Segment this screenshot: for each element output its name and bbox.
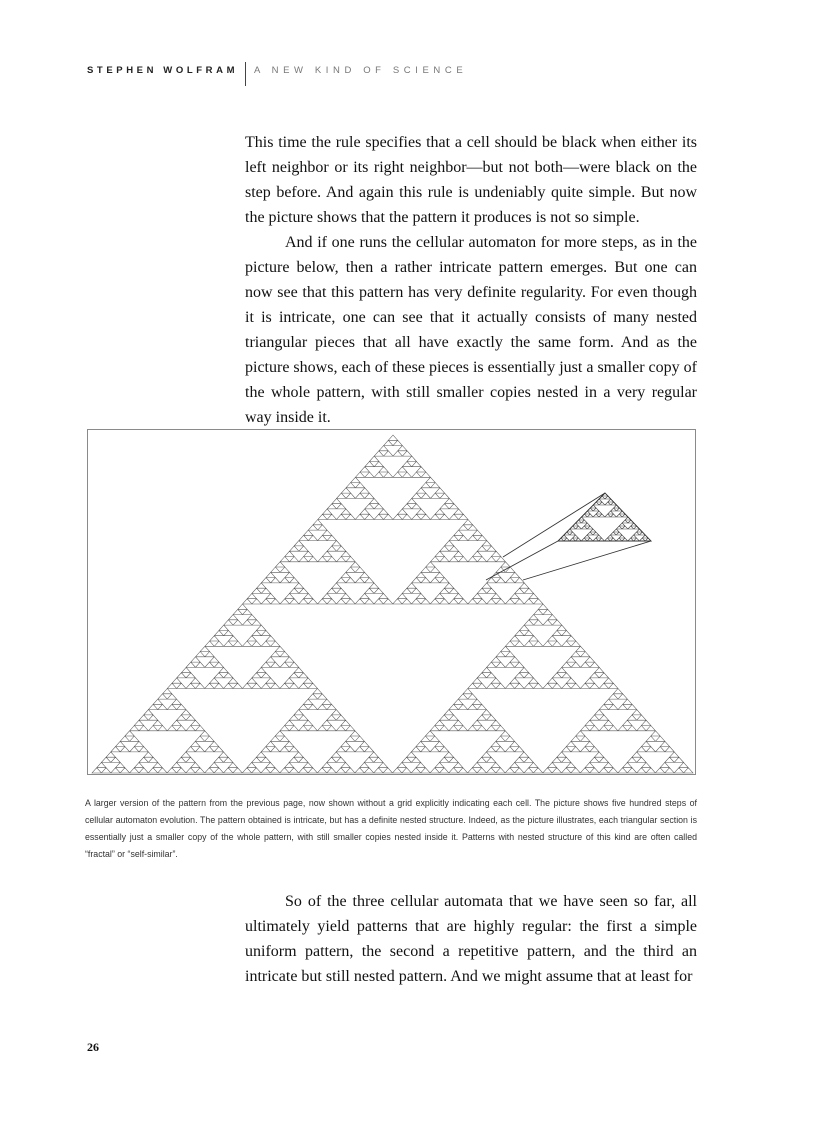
paragraph-3: So of the three cellular automata that we have seen so far, all ultimately yield patterns that are highly regular: the first a simple uniform pattern, the second a repetitive pattern, and the third an intricate but still nested pattern. And we might assume that at least for [245, 893, 697, 985]
sierpinski-inset-triangle [558, 493, 651, 541]
header-author: STEPHEN WOLFRAM [87, 65, 239, 76]
zoom-connector-line-3 [523, 541, 651, 580]
sierpinski-main-triangle [92, 435, 693, 773]
body-text-top [245, 130, 697, 430]
paragraph-2: And if one runs the cellular automaton for more steps, as in the picture below, then a rather intricate pattern emerges. But one can now see that this pattern has very definite regularity. For even though it is intricate, one can see that it actually consists of many nested triangular pieces that all have exactly the same form. And as the picture shows, each of these pieces is essentially just a smaller copy of the whole pattern, with still smaller copies nested in a very regular way inside it. [245, 234, 697, 426]
page-number: 26 [87, 1040, 99, 1054]
sierpinski-pattern [88, 430, 697, 776]
sierpinski-figure [87, 429, 696, 775]
header-divider [245, 62, 246, 86]
figure-caption: A larger version of the pattern from the previous page, now shown without a grid explicitly indicating each cell. The picture shows five hundred steps of cellular automaton evolution. The pattern obtained is intricate, but has a definite nested structure. Indeed, as the picture illustrates, each triangular section is essentially just a smaller copy of the whole pattern, with still smaller copies nested inside it. Patterns with nested structure of this kind are often called “fractal” or “self-similar”. [85, 798, 697, 859]
body-text-bottom [245, 889, 697, 989]
header-book-title: A NEW KIND OF SCIENCE [254, 65, 468, 76]
running-header [87, 62, 547, 88]
zoom-connector-line-2 [486, 541, 558, 580]
zoom-connector-line-1 [503, 493, 605, 557]
paragraph-1: This time the rule specifies that a cell should be black when either its left neighbor or its right neighbor—but not both—were black on the step before. And again this rule is undeniably quite simple. But now the picture shows that the pattern it produces is not so simple. [245, 134, 697, 226]
